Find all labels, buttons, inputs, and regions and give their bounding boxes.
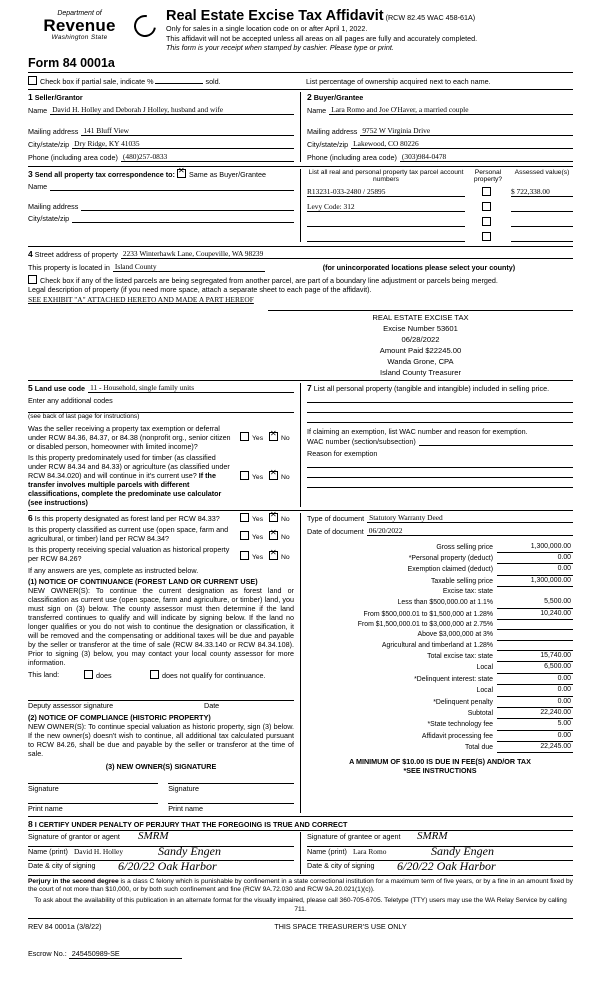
corr-name[interactable] [50, 190, 294, 191]
minimum-due-note: A MINIMUM OF $10.00 IS DUE IN FEE(S) AND/OR TAX [349, 757, 531, 767]
header-line-2: This affidavit will not be accepted unless all areas on all pages are fully and accurately completed. [166, 33, 478, 43]
stamp-line-2: Excise Number 53601 [383, 323, 458, 333]
deputy-assessor-label: Deputy assessor signature [28, 700, 114, 710]
agency-name: Revenue [43, 16, 116, 35]
personal-property-checkbox-3[interactable] [482, 232, 491, 241]
document-header [28, 8, 573, 53]
this-land-label: This land: [28, 669, 60, 679]
exemption-note: If claiming an exemption, list WAC number and reason for exemption. [307, 426, 528, 436]
amt-label-18: Total due [465, 743, 493, 751]
legal-description[interactable]: SEE EXHIBIT "A" ATTACHED HERETO AND MADE A PART HEREOF [28, 294, 254, 304]
does-not-qualify-checkbox[interactable] [150, 670, 159, 679]
section-2-number: 2 [307, 91, 312, 102]
buyer-phone-label: Phone (including area code) [307, 152, 397, 162]
buyer-name[interactable]: Lara Romo and Joe O'Haver, a married couple [329, 105, 573, 115]
section-6-number: 6 [28, 512, 33, 523]
grantor-date-city[interactable]: 6/20/22 Oak Harbor [118, 858, 217, 873]
personal-property-line-3[interactable] [307, 413, 573, 423]
section-3-correspondence [28, 169, 300, 242]
section-5-number: 5 [28, 382, 33, 393]
corr-name-label: Name [28, 181, 48, 191]
document-type[interactable]: Statutory Warranty Deed [367, 513, 573, 523]
s6-q1-no-label: No [280, 515, 290, 523]
amt-label-2: Exemption claimed (deduct) [407, 566, 493, 574]
seller-mailing-label: Mailing address [28, 126, 79, 136]
amt-value-10[interactable]: 15,740.00 [497, 651, 573, 662]
document-date[interactable]: 06/20/2022 [367, 526, 573, 536]
notice-compliance-title: (2) NOTICE OF COMPLIANCE (HISTORIC PROPERTY) [28, 712, 211, 722]
perjury-text: is a class C felony which is punishable by confinement in a state correctional institution for a maximum term of five years, or by a fine in an amount fixed by the court of not more than $10,000, or by both such confinement and fine (RCW 9A.72.030 and RCW 9A.20.021(1)(c)). [28, 877, 573, 894]
amt-label-3: Taxable selling price [430, 577, 493, 585]
grantee-date-label: Date & city of signing [307, 860, 375, 870]
amt-value-15[interactable]: 22,240.00 [497, 708, 573, 719]
personal-property-checkbox-0[interactable] [482, 187, 491, 196]
answers-note: If any answers are yes, complete as instructed below. [28, 565, 199, 575]
corr-citystate-label: City/state/zip [28, 213, 70, 223]
does-label: does [96, 670, 112, 680]
table-row [307, 202, 573, 212]
grantor-signature-label: Signature of grantor or agent [28, 831, 120, 841]
new-owner-signature-1-label: Signature [28, 783, 158, 793]
form-number: Form 84 0001a [28, 55, 115, 70]
agency-state: Washington State [51, 34, 108, 41]
amt-value-1[interactable]: 0.00 [497, 553, 573, 564]
grantee-name-handwritten[interactable]: Sandy Engen [431, 843, 494, 858]
seller-name[interactable]: David H. Holley and Deborah J Holley, husband and wife [50, 105, 294, 115]
section-8-certification [28, 819, 573, 829]
parcel-number-3[interactable] [307, 241, 465, 242]
ownership-note: List percentage of ownership acquired next to each name. [306, 76, 491, 86]
section-5-landuse [28, 383, 300, 507]
page-title: Real Estate Excise Tax Affidavit [166, 8, 384, 24]
additional-codes-label: Enter any additional codes [28, 395, 113, 405]
buyer-citystate-label: City/state/zip [307, 139, 349, 149]
buyer-name-label: Name [307, 105, 327, 115]
seller-mailing-address[interactable]: 141 Bluff View [81, 126, 294, 136]
assessed-value-header: Assessed value(s) [514, 168, 570, 176]
see-instructions-note: *SEE INSTRUCTIONS [403, 766, 477, 776]
amt-value-18[interactable]: 22,245.00 [497, 742, 573, 753]
section-1-title: Seller/Grantor [34, 92, 83, 102]
located-in-label: This property is located in [28, 262, 110, 272]
amt-label-11: Local [476, 664, 493, 672]
stamp-line-4: Amount Paid $22245.00 [379, 345, 462, 355]
q1-no-label: No [280, 434, 290, 442]
notice-continuance-title: (1) NOTICE OF CONTINUANCE (FOREST LAND OR CURRENT USE) [28, 576, 258, 586]
ada-note: To ask about the availability of this publication in an alternate format for the visually impaired, please call 360-705-6705. Teletype (TTY) users may use the WA Relay Service by calling 711. [34, 897, 567, 914]
section-2-title: Buyer/Grantee [313, 92, 364, 102]
section-7-title: List all personal property (tangible and intangible) included in selling price. [313, 383, 550, 393]
amt-value-7[interactable] [497, 629, 573, 630]
amt-label-12: *Delinquent interest: state [414, 675, 493, 683]
s6-q1-no-checkbox[interactable] [269, 513, 278, 522]
partial-sale-label: Check box if partial sale, indicate % [40, 76, 154, 86]
table-row [307, 187, 573, 197]
seller-citystatezip[interactable]: Dry Ridge, KY 41035 [72, 139, 294, 149]
s6-q1-yes-label: Yes [252, 515, 264, 523]
tax-computation [300, 513, 573, 813]
document-date-label: Date of document [307, 526, 364, 536]
escrow-label: Escrow No.: [28, 949, 67, 959]
q1-yes-checkbox[interactable] [240, 432, 249, 441]
seller-name-label: Name [28, 105, 48, 115]
amt-value-13[interactable]: 0.00 [497, 685, 573, 696]
segregation-label: Check box if any of the listed parcels are being segregated from another parcel, are part of a boundary line adjustment or parcels being merged. [40, 275, 498, 285]
section-6-q2: Is this property classified as current use (open space, farm and agricultural, or timber) land per RCW 84.34? [28, 524, 229, 543]
personal-property-checkbox-1[interactable] [482, 202, 491, 211]
stamp-line-6: Island County Treasurer [379, 367, 462, 377]
exemption-reason-label: Reason for exemption [307, 448, 378, 458]
parcel-number-2[interactable] [307, 226, 465, 227]
grantor-signature[interactable]: SMRM [138, 829, 169, 842]
does-qualify-checkbox[interactable] [84, 670, 93, 679]
treasurer-stamp [268, 310, 573, 378]
s6-q3-yes-checkbox[interactable] [240, 551, 249, 560]
section-5-title: Land use code [34, 383, 86, 393]
header-line-3: This form is your receipt when stamped by cashier. Please type or print. [166, 43, 394, 52]
amt-label-8: Above $3,000,000 at 3% [417, 631, 493, 639]
land-use-code[interactable]: 11 - Household, single family units [88, 383, 294, 393]
s6-q2-yes-checkbox[interactable] [240, 531, 249, 540]
grantee-name-label: Name (print) [307, 846, 347, 856]
amt-label-4: Excise tax: state [442, 587, 493, 595]
section-4-property [28, 249, 573, 304]
table-row [307, 217, 573, 227]
q1-yes-label: Yes [252, 434, 264, 442]
partial-sale-row [28, 76, 300, 86]
section-2-buyer [300, 92, 573, 162]
perjury-note [28, 878, 573, 896]
grantee-signature-label: Signature of grantee or agent [307, 831, 401, 841]
s6-q2-yes-label: Yes [252, 533, 264, 541]
assessed-value-2[interactable] [511, 226, 573, 227]
new-owner-signature-2-label: Signature [168, 783, 294, 793]
section-1-seller [28, 92, 300, 162]
grantor-name-label: Name (print) [28, 846, 68, 856]
s6-q2-no-checkbox[interactable] [269, 531, 278, 540]
amt-label-16: *State technology fee [427, 721, 493, 729]
exemption-reason-line-3[interactable] [307, 478, 573, 488]
section-4-title: Street address of property [34, 249, 118, 259]
stamp-line-1: REAL ESTATE EXCISE TAX [372, 312, 469, 322]
parcel-number-0[interactable]: R13231-033-2480 / 25895 [307, 187, 465, 197]
grantee-signature[interactable]: SMRM [417, 829, 448, 842]
grantee-name-print[interactable]: Lara Romo [352, 846, 387, 856]
partial-sale-sold: sold. [205, 76, 221, 86]
new-owner-printname-1-label: Print name [28, 803, 158, 813]
assessed-value-0[interactable]: $ 722,338.00 [511, 187, 573, 197]
corr-mailing-label: Mailing address [28, 201, 79, 211]
section-6-q1: Is this property designated as forest land per RCW 84.33? [34, 513, 220, 523]
grantor-certification [28, 829, 300, 874]
seller-citystate-label: City/state/zip [28, 139, 70, 149]
section-5-q3: If the transfer involves multiple parcels with different classifications, complete the predominate use calculator (see instructions) [28, 470, 222, 507]
assessed-value-1[interactable] [511, 211, 573, 212]
parcel-header: List all real and personal property tax parcel account numbers [308, 168, 464, 183]
new-owner-signature-title: (3) NEW OWNER(S) SIGNATURE [105, 761, 217, 771]
property-county[interactable]: Island County [113, 262, 265, 272]
grantee-date-city[interactable]: 6/20/22 Oak Harbor [397, 858, 496, 873]
treasurer-space-note: THIS SPACE TREASURER'S USE ONLY [274, 922, 407, 932]
personal-property-line-1[interactable] [307, 393, 573, 403]
section-3-title: Send all property tax correspondence to: [34, 169, 175, 179]
notice-continuance-body: NEW OWNER(S): To continue the current designation as forest land or classification as current use (open space, farm and agriculture, or timber) land, you must sign on (3) below. The county assessor must then determine if the land transferred continues to qualify and will indicate by signing below. If the land no longer qualifies or you do not wish to continue the designation or classification, it will be removed and the compensating or additional taxes will be due and payable by the seller or transferor at the time of sale (RCW 84.33.140 or RCW 84.34.108). Prior to signing (3) below, you may contact your local county assessor for more information. [28, 585, 294, 667]
additional-codes-input[interactable] [28, 405, 294, 413]
property-street-address[interactable]: 2233 Winterhawk Lane, Coupeville, WA 98239 [121, 249, 573, 259]
parcel-number-1[interactable]: Levy Code: 312 [307, 202, 465, 212]
seller-phone-label: Phone (including area code) [28, 152, 118, 162]
q2-yes-checkbox[interactable] [240, 471, 249, 480]
amt-label-17: Affidavit processing fee [421, 732, 493, 740]
section-6-q3: Is this property receiving special valuation as historical property per RCW 84.26? [28, 544, 230, 563]
amt-label-5: Less than $500,000.00 at 1.1% [397, 599, 493, 607]
partial-sale-pct[interactable] [155, 83, 203, 84]
personal-property-checkbox-2[interactable] [482, 217, 491, 226]
section-6-designation [28, 513, 300, 813]
personal-property-line-2[interactable] [307, 403, 573, 413]
section-5-q2: Is this property predominately used for timber (as classified under RCW 84.34 and 84.33) or agriculture (as classified under RCW 84.34.020) and will continue in it's current use? [28, 452, 230, 480]
section-8-number: 8 [28, 818, 33, 829]
buyer-citystatezip[interactable]: Lakewood, CO 80226 [351, 139, 573, 149]
partial-sale-checkbox[interactable] [28, 76, 37, 85]
section-3-number: 3 [28, 168, 33, 179]
q2-no-checkbox[interactable] [269, 471, 278, 480]
section-8-title: I CERTIFY UNDER PENALTY OF PERJURY THAT THE FOREGOING IS TRUE AND CORRECT [34, 819, 348, 829]
section-4-number: 4 [28, 248, 33, 259]
exemption-reason-line-1[interactable] [307, 458, 573, 468]
same-as-buyer-checkbox[interactable] [177, 169, 186, 178]
new-owner-printname-2-label: Print name [168, 803, 294, 813]
section-5-q1: Was the seller receiving a property tax exemption or deferral under RCW 84.36, 84.37, or 84.38 (nonprofit org., senior citizen or disabled person, homeowner with limited income)? [28, 423, 231, 451]
amt-label-6: From $500,000.01 to $1,500,000 at 1.28% [363, 610, 493, 618]
amt-label-0: Gross selling price [436, 543, 493, 551]
revision-number: REV 84 0001a (3/8/22) [28, 922, 102, 932]
deputy-assessor-signature-line[interactable] [28, 688, 294, 701]
amt-label-7: From $1,500,000.01 to $3,000,000 at 2.75% [357, 621, 493, 629]
notice-compliance-body: NEW OWNER(S): To continue special valuation as historic property, sign (3) below. If the new owner(s) doesn't wish to continue, all additional tax calculated pursuant to RCW 84.26, shall be due and payable by the seller or transferor at the time of sale. [28, 721, 294, 758]
header-line-1: Only for sales in a single location code on or after April 1, 2022. [166, 24, 368, 33]
amt-label-10: Total excise tax: state [427, 653, 493, 661]
amt-value-6[interactable]: 10,240.00 [497, 609, 573, 620]
amt-value-14[interactable]: 0.00 [497, 697, 573, 708]
legal-description-label: Legal description of property (if you need more space, attach a separate sheet to each page of the affidavit). [28, 284, 372, 294]
title-rcw-ref: (RCW 82.45 WAC 458-61A) [385, 13, 476, 22]
amt-label-9: Agricultural and timberland at 1.28% [381, 641, 493, 649]
amt-value-5[interactable]: 5,500.00 [497, 597, 573, 608]
amt-label-14: *Delinquent penalty [433, 698, 493, 706]
amt-value-2[interactable]: 0.00 [497, 564, 573, 575]
q2-yes-label: Yes [252, 473, 264, 481]
stamp-line-3: 06/28/2022 [401, 334, 440, 344]
same-as-buyer-label: Same as Buyer/Grantee [188, 169, 267, 179]
personal-property-header: Personal property? [473, 168, 503, 183]
s6-q2-no-label: No [280, 533, 290, 541]
grantee-certification [300, 829, 573, 874]
parcel-table [300, 169, 573, 242]
corr-mailing-address[interactable] [81, 210, 294, 211]
stamp-line-5: Wanda Grone, CPA [387, 356, 454, 366]
escrow-number[interactable]: 245450989-SE [69, 949, 182, 959]
buyer-mailing-address[interactable]: 9752 W Virginia Drive [360, 126, 573, 136]
s6-q3-no-label: No [280, 553, 290, 561]
corr-citystatezip[interactable] [72, 222, 294, 223]
amt-label-1: *Personal property (deduct) [408, 554, 493, 562]
amt-value-17[interactable]: 0.00 [497, 731, 573, 742]
buyer-mailing-label: Mailing address [307, 126, 358, 136]
s6-q3-yes-label: Yes [252, 553, 264, 561]
s6-q1-yes-checkbox[interactable] [240, 513, 249, 522]
amt-label-13: Local [476, 687, 493, 695]
amt-value-3[interactable]: 1,300,000.00 [497, 576, 573, 587]
wac-number[interactable] [419, 445, 573, 446]
amt-value-8[interactable] [497, 640, 573, 641]
s6-q3-no-checkbox[interactable] [269, 551, 278, 560]
additional-codes-note: (see back of last page for instructions) [28, 412, 140, 420]
dept-label: Department of [57, 10, 102, 17]
buyer-phone[interactable]: (303)984-0478 [400, 152, 573, 162]
does-not-label: does not qualify for continuance. [162, 670, 266, 680]
county-note: (for unincorporated locations please select your county) [322, 262, 516, 272]
wac-number-label: WAC number (section/subsection) [307, 436, 416, 446]
amt-value-11[interactable]: 6,500.00 [497, 662, 573, 673]
seller-phone[interactable]: (480)257-0833 [121, 152, 294, 162]
amt-label-15: Subtotal [467, 709, 493, 717]
perjury-bold: Perjury in the second degree [28, 877, 119, 885]
grantor-name-handwritten[interactable]: Sandy Engen [158, 843, 221, 858]
section-7-personal-property [300, 383, 573, 507]
amt-value-12[interactable]: 0.00 [497, 674, 573, 685]
deputy-date-label: Date [204, 700, 220, 710]
assessed-value-3[interactable] [511, 241, 573, 242]
section-7-number: 7 [307, 382, 312, 393]
segregation-checkbox[interactable] [28, 275, 37, 284]
grantor-name-print[interactable]: David H. Holley [73, 846, 124, 856]
amt-value-0[interactable]: 1,300,000.00 [497, 542, 573, 553]
q2-no-label: No [280, 473, 290, 481]
grantor-date-label: Date & city of signing [28, 860, 96, 870]
document-type-label: Type of document [307, 513, 365, 523]
table-row [307, 232, 573, 242]
exemption-reason-line-2[interactable] [307, 468, 573, 478]
agency-logo [28, 8, 156, 41]
amt-value-16[interactable]: 5.00 [497, 719, 573, 730]
q1-no-checkbox[interactable] [269, 432, 278, 441]
section-1-number: 1 [28, 91, 33, 102]
